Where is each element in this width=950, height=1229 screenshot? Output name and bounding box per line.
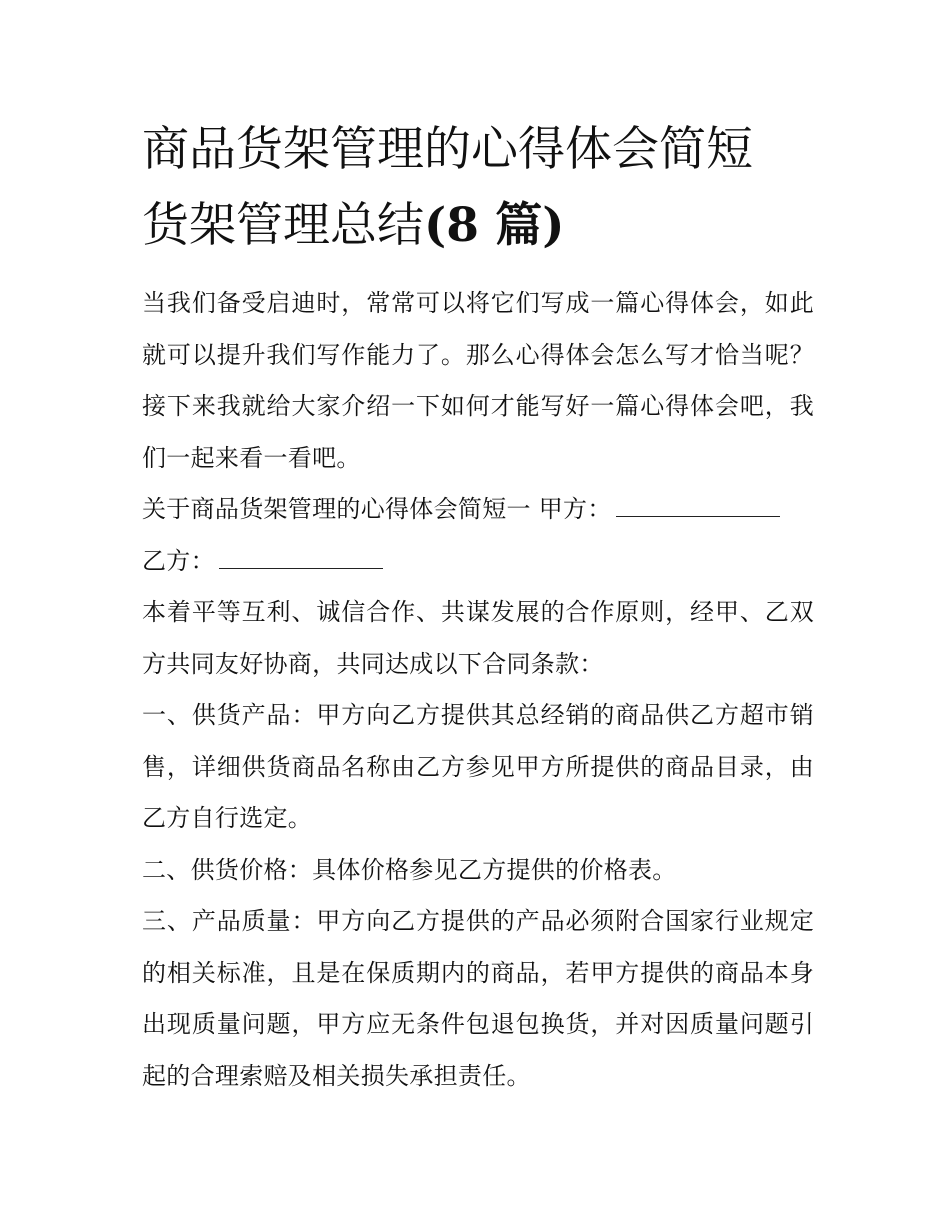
- title-line-1: 商品货架管理的心得体会简短: [142, 122, 753, 177]
- clause-1-paragraph: 一、供货产品：甲方向乙方提供其总经销的商品供乙方超市销售，详细供货商品名称由乙方参见甲方所提供的商品目录，由乙方自行选定。: [142, 701, 814, 832]
- section-heading-paragraph: [142, 484, 814, 536]
- party-b-blank-line: [219, 546, 383, 569]
- title-count: (8 篇): [424, 198, 565, 253]
- clause-2-paragraph: 二、供货价格：具体价格参见乙方提供的价格表。: [142, 855, 677, 884]
- title-line-2: 货架管理总结: [142, 198, 424, 253]
- intro-paragraph: 当我们备受启迪时，常常可以将它们写成一篇心得体会，如此就可以提升我们写作能力了。那么心得体会怎么写才恰当呢？接下来我就给大家介绍一下如何才能写好一篇心得体会吧，我们一起来看一看吧。: [142, 289, 814, 472]
- section-heading: 关于商品货架管理的心得体会简短一 甲方：: [142, 495, 612, 523]
- clause-3-paragraph: 三、产品质量：甲方向乙方提供的产品必须附合国家行业规定的相关标准，且是在保质期内的商品，若甲方提供的商品本身出现质量问题，甲方应无条件包退包换货，并对因质量问题引起的合理索赔及相关损失承担责任。: [142, 907, 814, 1090]
- document-page: [142, 112, 814, 1102]
- party-b-label: 乙方：: [142, 546, 215, 575]
- principle-paragraph: 本着平等互利、诚信合作、共谋发展的合作原则，经甲、乙双方共同友好协商，共同达成以下合同条款：: [142, 598, 814, 678]
- party-a-blank-line: [616, 494, 780, 517]
- document-title: [142, 112, 814, 264]
- party-b-paragraph: [142, 536, 814, 588]
